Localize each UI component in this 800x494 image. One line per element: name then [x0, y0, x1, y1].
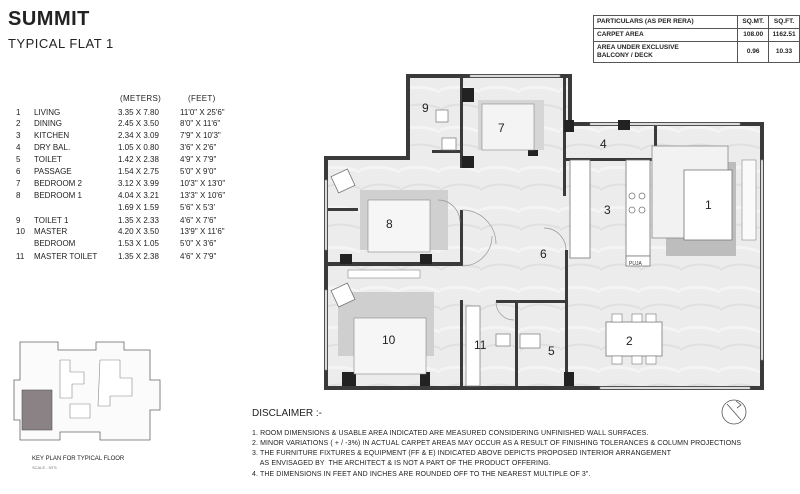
- room-no: 9: [16, 216, 21, 225]
- disclaimer-line-4: AS ENVISAGED BY THE ARCHITECT & IS NOT A PART OF THE PRODUCT OFFERING.: [252, 460, 551, 467]
- room-no: 2: [16, 119, 21, 128]
- room-label-9: 9: [422, 101, 429, 115]
- room-meters: 4.04 X 3.21: [118, 191, 159, 200]
- room-feet: 5'0" X 9'0": [180, 167, 217, 176]
- room-label-3: 3: [604, 203, 611, 217]
- room-label-10: 10: [382, 333, 396, 347]
- room-name: MASTER: [34, 227, 68, 236]
- room-feet: 4'6" X 7'6": [180, 216, 217, 225]
- room-feet: 8'0" X 11'6": [180, 119, 221, 128]
- plan-dining-furniture: [606, 314, 662, 364]
- room-label-5: 5: [548, 344, 555, 358]
- room-name: BEDROOM 1: [34, 191, 83, 200]
- room-label-7: 7: [498, 121, 505, 135]
- room-no: 11: [16, 252, 25, 261]
- rera-balcony-sqft: 10.33: [769, 42, 800, 63]
- room-no: 7: [16, 179, 21, 188]
- room-feet: 13'3" X 10'6": [180, 191, 226, 200]
- room-label-2: 2: [626, 334, 633, 348]
- room-no: 8: [16, 191, 21, 200]
- room-meters: 3.12 X 3.99: [118, 179, 159, 188]
- room-label-1: 1: [705, 198, 712, 212]
- room-no: 6: [16, 167, 21, 176]
- room-name: BEDROOM 2: [34, 179, 83, 188]
- col-feet-header: (FEET): [188, 94, 216, 103]
- key-plan-diagram: [14, 342, 160, 440]
- key-plan-label: KEY PLAN FOR TYPICAL FLOOR: [32, 456, 125, 462]
- room-meters: 2.45 X 3.50: [118, 119, 159, 128]
- rera-balcony-sqmt: 0.96: [738, 42, 769, 63]
- north-compass-icon: [722, 400, 746, 424]
- page-title: SUMMIT: [8, 8, 90, 30]
- room-meters: 1.54 X 2.75: [118, 167, 159, 176]
- room-feet: 4'6" X 7'9": [180, 252, 217, 261]
- rera-h-sqmt: SQ.MT.: [738, 16, 769, 29]
- rera-h-particulars: PARTICULARS (AS PER RERA): [594, 16, 738, 29]
- rera-h-sqft: SQ.FT.: [769, 16, 800, 29]
- rera-balcony-label-2: BALCONY / DECK: [597, 52, 653, 59]
- page-subtitle: TYPICAL FLAT 1: [8, 36, 114, 51]
- room-label-11: 11: [474, 338, 487, 352]
- rera-balcony-label-1: AREA UNDER EXCLUSIVE: [597, 44, 679, 51]
- rera-carpet-sqft: 1162.51: [769, 29, 800, 42]
- room-label-4: 4: [600, 137, 607, 151]
- room-meters: 4.20 X 3.50: [118, 227, 159, 236]
- room-no: 10: [16, 227, 25, 236]
- room-feet: 5'0" X 3'6": [180, 239, 217, 248]
- room-meters: 1.05 X 0.80: [118, 143, 159, 152]
- rera-carpet-label: CARPET AREA: [594, 29, 738, 42]
- room-no: 4: [16, 143, 21, 152]
- disclaimer-line-1: 1. ROOM DIMENSIONS & USABLE AREA INDICATED ARE MEASURED CONSIDERING UNFINISHED WALL SURFACES.: [252, 430, 649, 437]
- key-plan-scale: SCALE - NTS: [32, 465, 57, 470]
- room-no: 1: [16, 108, 21, 117]
- room-no: 5: [16, 155, 21, 164]
- room-name: DRY BAL.: [34, 143, 71, 152]
- room-name: BEDROOM: [34, 239, 76, 248]
- room-meters: 1.53 X 1.05: [118, 239, 159, 248]
- disclaimer-title: DISCLAIMER :-: [252, 408, 323, 419]
- disclaimer-line-2: 2. MINOR VARIATIONS ( + / -3%) IN ACTUAL CARPET AREAS MAY OCCUR AS A RESULT OF FINISHING TOLERANCES & COLUMN PROJECTIONS: [252, 440, 742, 447]
- puja-label: PUJA: [629, 261, 642, 267]
- room-name: PASSAGE: [34, 167, 72, 176]
- disclaimer-line-3: 3. THE FURNITURE FIXTURES & EQUIPMENT (FF & E) INDICATED ABOVE DEPICTS PROPOSED INTERIOR ARRANGEMENT: [252, 450, 672, 457]
- room-meters: 3.35 X 7.80: [118, 108, 159, 117]
- room-name: LIVING: [34, 108, 61, 117]
- room-meters: 1.69 X 1.59: [118, 203, 159, 212]
- room-name: TOILET 1: [34, 216, 69, 225]
- room-meters: 1.35 X 2.33: [118, 216, 159, 225]
- room-name: DINING: [34, 119, 62, 128]
- room-feet: 10'3" X 13'0": [180, 179, 226, 188]
- room-label-8: 8: [386, 217, 393, 231]
- room-feet: 7'9" X 10'3": [180, 131, 221, 140]
- room-name: MASTER TOILET: [34, 252, 98, 261]
- room-meters: 2.34 X 3.09: [118, 131, 159, 140]
- rera-carpet-sqmt: 108.00: [738, 29, 769, 42]
- room-feet: 3'6" X 2'6": [180, 143, 217, 152]
- room-feet: 13'9" X 11'6": [180, 227, 225, 236]
- room-feet: 11'0" X 25'6": [180, 108, 225, 117]
- room-feet: 5'6" X 5'3': [180, 203, 215, 212]
- room-no: 3: [16, 131, 21, 140]
- room-label-6: 6: [540, 247, 547, 261]
- room-feet: 4'9" X 7'9": [180, 155, 217, 164]
- room-name: TOILET: [34, 155, 62, 164]
- room-meters: 1.35 X 2.38: [118, 252, 159, 261]
- col-meters-header: (METERS): [120, 94, 162, 103]
- room-meters: 1.42 X 2.38: [118, 155, 159, 164]
- room-name: KITCHEN: [34, 131, 70, 140]
- disclaimer-line-5: 4. THE DIMENSIONS IN FEET AND INCHES ARE ROUNDED OFF TO THE NEAREST MULTIPLE OF 3".: [252, 471, 591, 478]
